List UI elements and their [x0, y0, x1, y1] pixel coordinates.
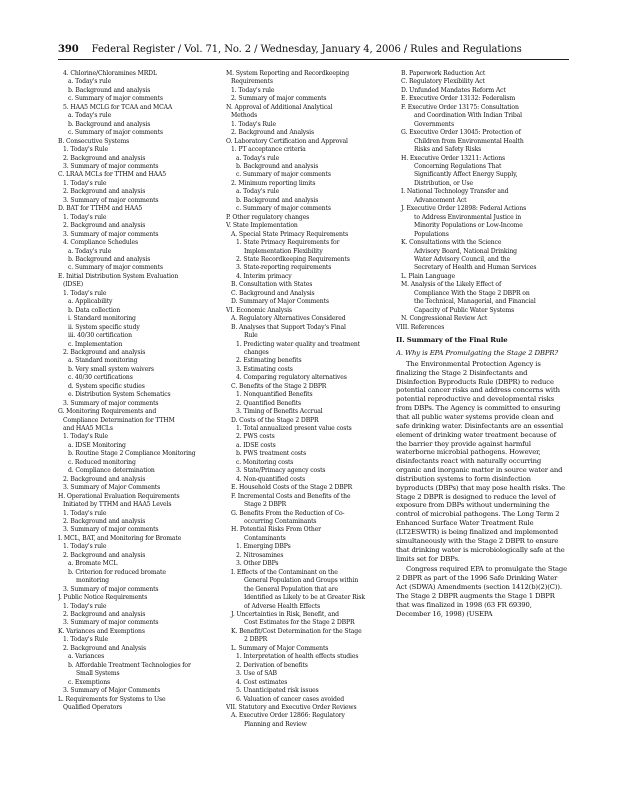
- toc-entry: b. PWS treatment costs: [236, 450, 307, 458]
- toc-entry: Advancement Act: [414, 196, 467, 204]
- toc-entry: occurring Contaminants: [244, 518, 317, 526]
- toc-entry: a. Today's rule: [236, 154, 280, 162]
- toc-entry: c. Summary of major comments: [236, 205, 331, 213]
- toc-entry: Water Advisory Council, and the: [414, 255, 511, 263]
- toc-entry: 2. Background and analysis: [63, 222, 146, 230]
- toc-entry: M. Analysis of the Likely Effect of: [401, 281, 502, 289]
- toc-column-3: [396, 70, 568, 332]
- toc-entry: the General Population that are: [244, 585, 339, 593]
- toc-entry: Compliance Determination for TTHM: [63, 416, 175, 424]
- toc-entry: 2. Background and Analysis: [63, 644, 146, 652]
- toc-entry: Concerning Regulations That: [414, 162, 502, 170]
- toc-entry: d. Compliance determination: [68, 467, 155, 475]
- toc-entry: M. System Reporting and Recordkeeping: [226, 70, 350, 77]
- toc-entry: VII. Statutory and Executive Order Reviews: [226, 703, 357, 711]
- toc-entry: I. Effects of the Contaminant on the: [231, 568, 338, 576]
- toc-entry: General Population and Groups within: [244, 577, 359, 585]
- toc-entry: 5. HAA5 MCLG for TCAA and MCAA: [63, 103, 173, 111]
- running-header-title: Federal Register / Vol. 71, No. 2 / Wednesday, January 4, 2006 / Rules and Regulations: [91, 44, 522, 55]
- toc-entry: J. Executive Order 12898: Federal Actions: [401, 205, 527, 213]
- toc-entry: 1. Today's rule: [63, 543, 107, 551]
- toc-entry: L. Requirements for Systems to Use: [58, 695, 166, 703]
- toc-entry: c. Summary of major comments: [68, 129, 163, 137]
- toc-entry: 3. State/Primacy agency costs: [236, 467, 326, 475]
- toc-entry: 4. Chlorine/Chloramines MRDL: [63, 70, 157, 77]
- toc-entry: B. Paperwork Reduction Act: [401, 70, 486, 77]
- toc-entry: c. Monitoring costs: [236, 458, 294, 466]
- header-rule: [58, 59, 569, 60]
- toc-entry: N. Congressional Review Act: [401, 315, 488, 323]
- toc-entry: N. Approval of Additional Analytical: [226, 103, 333, 111]
- toc-entry: 6. Valuation of cancer cases avoided: [236, 695, 344, 703]
- toc-entry: (IDSE): [63, 281, 83, 289]
- toc-entry: 1. Interpretation of health effects studies: [236, 653, 359, 661]
- toc-entry: H. Potential Risks From Other: [231, 526, 321, 534]
- toc-entry: 3. Summary of major comments: [63, 619, 159, 627]
- toc-entry: E. Household Costs of the Stage 2 DBPR: [231, 484, 353, 492]
- toc-entry: 1. Today's rule: [63, 509, 107, 517]
- toc-entry: b. Criterion for reduced bromate: [68, 568, 166, 576]
- toc-entry: 3. Summary of major comments: [63, 585, 159, 593]
- toc-entry: c. Summary of major comments: [236, 171, 331, 179]
- toc-entry: 1. Today's Rule: [63, 433, 108, 441]
- toc-entry: Compliance With the Stage 2 DBPR on: [414, 289, 530, 297]
- column-3: [396, 70, 568, 770]
- toc-entry: Distribution, or Use: [414, 179, 473, 187]
- toc-entry: a. Today's rule: [68, 78, 112, 86]
- toc-entry: E. Initial Distribution System Evaluation: [58, 272, 179, 280]
- toc-entry: G. Monitoring Requirements and: [58, 408, 157, 416]
- toc-entry: 3. Other DBPs: [236, 560, 279, 568]
- toc-entry: B. Analyses that Support Today's Final: [231, 323, 346, 331]
- toc-entry: E. Executive Order 13132: Federalism: [401, 95, 516, 103]
- toc-entry: 3. Summary of major comments: [63, 196, 159, 204]
- toc-entry: b. Very small system waivers: [68, 365, 154, 373]
- toc-entry: Cost Estimates for the Stage 2 DBPR: [244, 619, 355, 627]
- toc-entry: 2. PWS costs: [236, 433, 275, 441]
- toc-entry: a. IDSE costs: [236, 441, 276, 449]
- toc-entry: 2. Derivation of benefits: [236, 661, 308, 669]
- toc-entry: 1. Today's Rule: [63, 636, 108, 644]
- toc-entry: 1. PT acceptance criteria: [231, 146, 306, 154]
- toc-entry: J. Uncertainties in Risk, Benefit, and: [231, 611, 339, 618]
- toc-entry: b. Routine Stage 2 Compliance Monitoring: [68, 450, 196, 458]
- toc-entry: c. Exemptions: [68, 678, 111, 686]
- section-subheading: A. Why is EPA Promulgating the Stage 2 DBPR?: [396, 348, 559, 357]
- toc-entry: K. Benefit/Cost Determination for the Stage: [231, 627, 362, 635]
- toc-entry: to Address Environmental Justice in: [414, 213, 522, 221]
- toc-entry: b. Data collection: [68, 306, 121, 314]
- toc-entry: L. Summary of Major Comments: [231, 644, 329, 652]
- toc-entry: 2. Nitrosamines: [236, 551, 284, 559]
- toc-entry: b. Background and analysis: [236, 196, 319, 204]
- summary-body: [396, 360, 568, 618]
- toc-entry: d. System specific studies: [68, 382, 145, 390]
- toc-entry: D. Unfunded Mandates Reform Act: [401, 86, 506, 94]
- toc-entry: C. Background and Analysis: [231, 289, 315, 297]
- toc-entry: Planning and Review: [244, 720, 307, 728]
- toc-entry: 1. Total annualized present value costs: [236, 425, 352, 433]
- toc-entry: B. Consecutive Systems: [58, 137, 130, 145]
- toc-entry: 3. Summary of major comments: [63, 230, 159, 238]
- toc-entry: 2. Background and analysis: [63, 551, 146, 559]
- toc-entry: Methods: [231, 112, 258, 120]
- toc-entry: Identified as Likely to be at Greater Risk: [244, 594, 365, 602]
- toc-entry: 1. Today's rule: [63, 602, 107, 610]
- toc-entry: a. Standard monitoring: [68, 357, 138, 365]
- toc-entry: B. Consultation with States: [231, 281, 313, 289]
- toc-entry: and Coordination With Indian Tribal: [414, 112, 522, 120]
- toc-entry: c. Summary of major comments: [68, 264, 163, 272]
- toc-entry: I. MCL, BAT, and Monitoring for Bromate: [58, 534, 182, 542]
- toc-entry: Capacity of Public Water Systems: [414, 306, 515, 314]
- toc-entry: a. Today's rule: [68, 247, 112, 255]
- toc-entry: a. Variances: [68, 653, 105, 661]
- toc-entry: 2. Minimum reporting limits: [231, 179, 316, 187]
- toc-entry: Qualified Operators: [63, 703, 123, 711]
- toc-entry: c. Reduced monitoring: [68, 458, 136, 466]
- toc-entry: Children from Environmental Health: [414, 137, 524, 145]
- toc-entry: the Technical, Managerial, and Financial: [414, 298, 536, 306]
- toc-entry: L. Plain Language: [401, 272, 455, 280]
- toc-entry: 4. Compliance Schedules: [63, 239, 139, 247]
- toc-entry: D. Summary of Major Comments: [231, 298, 329, 306]
- toc-entry: I. National Technology Transfer and: [401, 188, 509, 196]
- toc-entry: G. Executive Order 13045: Protection of: [401, 129, 521, 137]
- toc-entry: G. Benefits From the Reduction of Co-: [231, 509, 345, 517]
- toc-entry: e. Distribution System Schematics: [68, 391, 171, 399]
- toc-entry: 2. Background and analysis: [63, 475, 146, 483]
- toc-entry: b. Background and analysis: [68, 86, 151, 94]
- toc-entry: Risks and Safety Risks: [414, 146, 482, 154]
- toc-entry: A. Special State Primacy Requirements: [231, 230, 349, 238]
- toc-entry: Governments: [414, 120, 454, 128]
- toc-entry: P. Other regulatory changes: [226, 213, 310, 221]
- toc-entry: 2. Background and Analysis: [231, 129, 314, 137]
- page-header: [58, 43, 568, 57]
- toc-entry: 4. Non-quantified costs: [236, 475, 306, 483]
- toc-entry: b. Affordable Treatment Technologies for: [68, 661, 191, 669]
- toc-entry: changes: [244, 348, 269, 356]
- toc-entry: F. Incremental Costs and Benefits of the: [231, 492, 351, 500]
- toc-entry: 3. Summary of major comments: [63, 162, 159, 170]
- toc-entry: Contaminants: [244, 534, 286, 542]
- toc-entry: 3. State-reporting requirements: [236, 264, 332, 272]
- toc-column-1: [58, 70, 218, 770]
- section-heading: II. Summary of the Final Rule: [396, 336, 508, 345]
- toc-entry: 4. Cost estimates: [236, 678, 288, 686]
- toc-entry: of Adverse Health Effects: [244, 602, 321, 610]
- toc-entry: 1. Nonquantified Benefits: [236, 391, 313, 399]
- toc-entry: Stage 2 DBPR: [244, 501, 287, 509]
- toc-entry: C. LRAA MCLs for TTHM and HAA5: [58, 171, 167, 179]
- toc-entry: Secretary of Health and Human Services: [414, 264, 537, 272]
- toc-entry: 1. Today's rule: [63, 179, 107, 187]
- toc-column-2: [226, 70, 392, 770]
- toc-entry: J. Public Notice Requirements: [58, 594, 148, 602]
- toc-entry: 1. Predicting water quality and treatment: [236, 340, 361, 348]
- toc-entry: b. Background and analysis: [68, 255, 151, 263]
- toc-entry: Populations: [414, 230, 449, 238]
- toc-entry: Rule: [244, 332, 258, 340]
- toc-entry: F. Executive Order 13175: Consultation: [401, 103, 519, 111]
- toc-entry: O. Laboratory Certification and Approval: [226, 137, 348, 145]
- toc-entry: Initiated by TTHM and HAA5 Levels: [63, 501, 172, 509]
- toc-entry: 1. Today's rule: [63, 213, 107, 221]
- toc-entry: VIII. References: [396, 323, 445, 331]
- toc-entry: ii. System specific study: [68, 323, 140, 331]
- toc-entry: 2. Summary of major comments: [231, 95, 327, 103]
- toc-entry: 3. Summary of Major Comments: [63, 484, 161, 492]
- toc-entry: D. BAT for TTHM and HAA5: [58, 205, 143, 213]
- toc-entry: 3. Estimating costs: [236, 365, 293, 373]
- summary-paragraph-1: The Environmental Protection Agency is finalizing the Stage 2 Disinfectants and Disinfection Byproducts Rule (DBPR) to reduce potential cancer risks and address concerns with potential reproductive and developmental risks from DBPs. The Agency is committed to ensuring that all public water systems provide clean and safe drinking water. Disinfectants are an essential element of drinking water treatment because of the barrier they provide against harmful waterborne microbial pathogens. However, disinfectants react with naturally occurring organic and inorganic matter in source water and distribution systems to form disinfection byproducts (DBPs) that may pose health risks. The Stage 2 DBPR is designed to reduce the level of exposure from DBPs without undermining the control of microbial pathogens. The Long Term 2 Enhanced Surface Water Treatment Rule (LT2ESWTR) is being finalized and implemented simultaneously with the Stage 2 DBPR to ensure that drinking water is microbiologically safe at the limits set for DBPs.: [396, 359, 566, 563]
- summary-paragraph-2: Congress required EPA to promulgate the Stage 2 DBPR as part of the 1996 Safe Drinking Water Act (SDWA) Amendments (section 1412(b)(2)(C)). The Stage 2 DBPR augments the Stage 1 DBPR that was finalized in 1998 (63 FR 69390, December 16, 1998) (USEPA: [396, 565, 568, 618]
- toc-entry: b. Background and analysis: [236, 162, 319, 170]
- toc-entry: 3. Summary of major comments: [63, 526, 159, 534]
- toc-entry: Implementation Flexibility: [244, 247, 323, 255]
- toc-entry: A. Executive Order 12866: Regulatory: [231, 712, 345, 720]
- toc-entry: i. Standard monitoring: [68, 315, 136, 323]
- toc-entry: 2. State Recordkeeping Requirements: [236, 255, 350, 263]
- toc-entry: 2 DBPR: [244, 636, 268, 644]
- toc-entry: H. Operational Evaluation Requirements: [58, 492, 180, 500]
- toc-entry: K. Variances and Exemptions: [58, 627, 145, 635]
- page-number: 390: [58, 44, 79, 55]
- toc-entry: 1. State Primacy Requirements for: [236, 239, 340, 247]
- toc-entry: 3. Summary of Major Comments: [63, 687, 161, 695]
- toc-entry: 5. Unanticipated risk issues: [236, 687, 319, 695]
- toc-entry: Advisory Board, National Drinking: [414, 247, 517, 255]
- toc-entry: 1. Today's rule: [231, 86, 275, 94]
- toc-entry: a. Today's rule: [236, 188, 280, 196]
- toc-entry: a. IDSE Monitoring: [68, 441, 126, 449]
- toc-entry: 2. Background and analysis: [63, 518, 146, 526]
- toc-entry: Requirements: [231, 78, 273, 86]
- toc-entry: 2. Background and analysis: [63, 188, 146, 196]
- toc-entry: c. 40/30 certifications: [68, 374, 133, 382]
- toc-entry: C. Regulatory Flexibility Act: [401, 78, 485, 86]
- toc-entry: 3. Summary of major comments: [63, 399, 159, 407]
- toc-entry: 2. Estimating benefits: [236, 357, 302, 365]
- toc-entry: Small Systems: [76, 670, 120, 678]
- toc-entry: monitoring: [76, 577, 109, 585]
- toc-entry: 2. Background and analysis: [63, 611, 146, 618]
- toc-entry: 2. Background and analysis: [63, 154, 146, 162]
- toc-entry: 1. Today's Rule: [63, 146, 108, 154]
- toc-entry: Significantly Affect Energy Supply,: [414, 171, 518, 179]
- toc-entry: 1. Today's rule: [63, 289, 107, 297]
- toc-entry: H. Executive Order 13211: Actions: [401, 154, 506, 162]
- toc-entry: 1. Today's Rule: [231, 120, 276, 128]
- toc-entry: 2. Background and analysis: [63, 348, 146, 356]
- toc-entry: 2. Quantified Benefits: [236, 399, 302, 407]
- toc-entry: c. Implementation: [68, 340, 123, 348]
- toc-entry: Minority Populations or Low-Income: [414, 222, 523, 230]
- toc-entry: 1. Emerging DBPs: [236, 543, 291, 551]
- toc-entry: 3. Timing of Benefits Accrual: [236, 408, 323, 416]
- toc-entry: VI. Economic Analysis: [226, 306, 292, 314]
- toc-entry: 3. Use of SAB: [236, 670, 277, 678]
- toc-entry: K. Consultations with the Science: [401, 239, 502, 247]
- toc-entry: A. Regulatory Alternatives Considered: [231, 315, 346, 323]
- toc-entry: c. Summary of major comments: [68, 95, 163, 103]
- toc-entry: a. Bromate MCL: [68, 560, 118, 568]
- toc-entry: and HAA5 MCLs: [63, 425, 113, 433]
- toc-entry: a. Today's rule: [68, 112, 112, 120]
- toc-entry: 4. Interim primacy: [236, 272, 292, 280]
- toc-entry: C. Benefits of the Stage 2 DBPR: [231, 382, 327, 390]
- toc-entry: b. Background and analysis: [68, 120, 151, 128]
- toc-entry: V. State Implementation: [226, 222, 298, 230]
- toc-entry: D. Costs of the Stage 2 DBPR: [231, 416, 319, 424]
- toc-entry: 4. Comparing regulatory alternatives: [236, 374, 347, 382]
- toc-entry: iii. 40/30 certification: [68, 332, 132, 340]
- toc-entry: a. Applicability: [68, 298, 113, 306]
